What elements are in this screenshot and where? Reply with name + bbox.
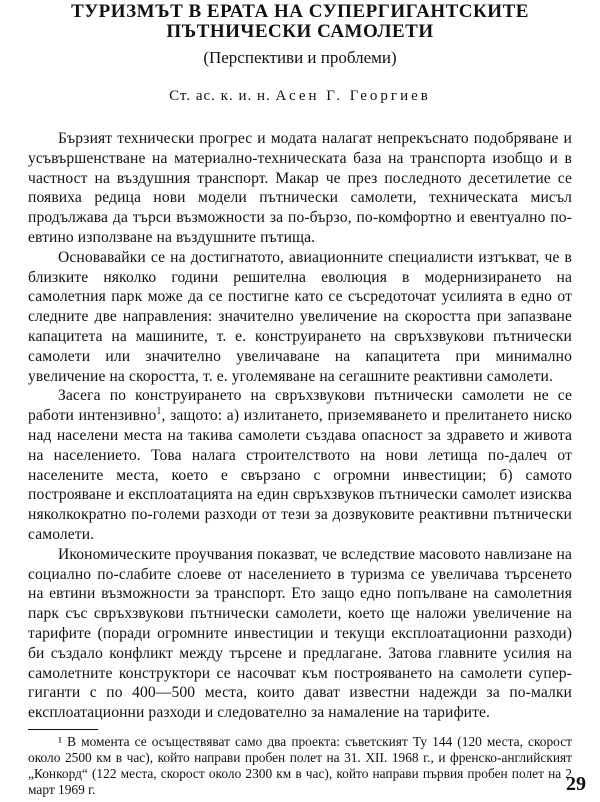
article-title bbox=[28, 2, 572, 42]
footnote-divider bbox=[28, 729, 98, 730]
document-page bbox=[0, 2, 600, 802]
paragraph-4: Икономическите проучвания показват, че вследствие масовото навлизане на социално по-слабите слоеве от населението в туризма се увеличава търсенето на евтини възможности за транспорт. Ето защо едно попълване на самолетния парк със свръхзвукови пътнически самолети, което ще наложи увеличение на тарифите (поради огромните инвестиции и текущи експлоатационни разходи) би създало конфликт между търсене и предлагане. Затова главните усилия на самолетните конструктори се насочват към построяването на самолети супер-гиганти с по 400—500 места, които дават известни надежди за по-малки експлоатационни разходи и следователно за намаление на тарифите. bbox=[28, 545, 572, 722]
title-line-1: ТУРИЗМЪТ В ЕРАТА НА СУПЕРГИГАНТСКИТЕ bbox=[71, 1, 529, 22]
footnote: ¹ В момента се осъществяват само два проекта: съветският Ту 144 (120 места, скорост около 2500 км в час), който направи пробен полет на 31. XII. 1968 г., и френско-английският „Конкорд“ (122 места, скорост около 2300 км в час), който направи първия пробен полет на 2 март 1969 г. bbox=[28, 733, 572, 797]
paragraph-1: Бързият технически прогрес и модата налагат непрекъснато подобряване и усъвършенстване на материално-техническата база на транспорта изобщо и в частност на въздушния транспорт. Макар че през последното десетилетие се появиха редица нови модели пътнически самолети, техническата мисъл продължава да търси възможности за по-бързо, по-комфортно и евентуално по-евтино използване на въздушните пътища. bbox=[28, 130, 572, 246]
article-subtitle: (Перспективи и проблеми) bbox=[203, 48, 397, 67]
footnote-marker: 1 bbox=[156, 405, 162, 417]
paragraph-2: Основавайки се на достигнатото, авиационните специалисти изтъкват, че в близките няколко години решителна еволюция в модернизирането на самолетния парк може да се постигне като се съсредоточат усилията в едно от следните две направления: значително увеличение на скоростта при запазване капацитета на машините, т. е. конструирането на свръхзвукови пътнически самолети или значително увеличаване на капацитета при минимално увеличение на скоростта, т. е. уголемяване на сегашните реактивни самолети. bbox=[28, 248, 572, 385]
paragraph-3-text: Засега по конструирането на свръхзвукови пътнически самолети не се работи интензивно bbox=[28, 387, 572, 425]
title-line-2: ПЪТНИЧЕСКИ САМОЛЕТИ bbox=[166, 21, 434, 42]
paragraph-3 bbox=[28, 386, 572, 544]
author-prefix: Ст. ас. к. и. н. bbox=[169, 88, 271, 104]
author-line bbox=[28, 88, 572, 105]
paragraph-3-text-cont: , защото: а) излитането, приземяването и прелитането ниско над населени места на такива самолети създава опасност за здравето и живота на населението. Това налага строителството на нови летища по-далеч от населените места, което е свързано с огромни инвестиции; б) самото построяване и експлоатацията на един свръхзвуков пътнически самолет изисква няколкократно по-големи разходи от тези за дозвуковите реактивни пътнически самолети. bbox=[28, 407, 572, 543]
author-name: Асен Г. Георгиев bbox=[275, 88, 431, 104]
page-number: 29 bbox=[566, 773, 586, 795]
article-body bbox=[28, 129, 572, 723]
